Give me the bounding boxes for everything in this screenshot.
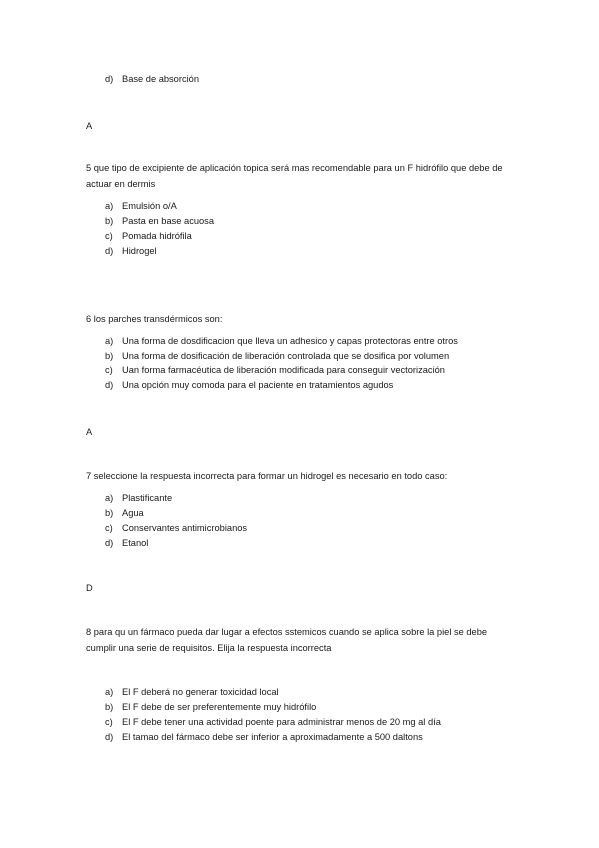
option-text: Pomada hidrófila: [122, 231, 192, 241]
q6-option-b: [105, 350, 449, 362]
option-d-previous: [105, 73, 199, 85]
option-text: Uan forma farmacéutica de liberación modificada para conseguir vectorización: [122, 365, 445, 375]
option-letter: d): [105, 246, 114, 256]
option-text: Plastificante: [122, 493, 173, 503]
q6-option-d: [105, 379, 393, 391]
question-6-text: 6 los parches transdérmicos son:: [86, 314, 223, 324]
q7-option-b: [105, 507, 144, 519]
q8-option-a: [105, 686, 279, 698]
q5-option-a: [105, 200, 177, 212]
option-text: Una forma de dosificación de liberación controlada que se dosifica por volumen: [122, 351, 450, 361]
option-letter: b): [105, 351, 114, 361]
question-7-text: 7 seleccione la respuesta incorrecta para formar un hidrogel es necesario en todo caso:: [86, 471, 448, 481]
option-text: Base de absorción: [122, 74, 200, 84]
option-letter: c): [105, 365, 113, 375]
q7-option-a: [105, 492, 172, 504]
answer-7: D: [86, 583, 93, 593]
option-text: El tamao del fármaco debe ser inferior a aproximadamente a 500 daltons: [122, 732, 423, 742]
option-letter: c): [105, 523, 113, 533]
q5-option-c: [105, 230, 192, 242]
option-text: Conservantes antimicrobianos: [122, 523, 248, 533]
option-text: Emulsión o/A: [122, 201, 177, 211]
option-text: Una forma de dosdificacion que lleva un adhesico y capas protectoras entre otros: [122, 336, 458, 346]
option-letter: c): [105, 717, 113, 727]
option-letter: d): [105, 732, 114, 742]
q8-option-b: [105, 701, 316, 713]
option-letter: a): [105, 336, 114, 346]
question-5-text: 5 que tipo de excipiente de aplicación topica será mas recomendable para un F hidrófilo que debe de actuar en dermis: [86, 163, 503, 189]
option-letter: d): [105, 538, 114, 548]
option-text: Etanol: [122, 538, 149, 548]
option-letter: a): [105, 687, 114, 697]
q7-option-c: [105, 522, 247, 534]
option-text: Hidrogel: [122, 246, 157, 256]
option-letter: b): [105, 702, 114, 712]
option-letter: a): [105, 201, 114, 211]
option-text: El F debe tener una actividad poente para administrar menos de 20 mg al día: [122, 717, 441, 727]
q7-option-d: [105, 537, 148, 549]
option-text: Una opción muy comoda para el paciente en tratamientos agudos: [122, 380, 394, 390]
option-text: El F debe de ser preferentemente muy hidrófilo: [122, 702, 317, 712]
option-letter: d): [105, 74, 114, 84]
answer-4: A: [86, 121, 93, 131]
option-letter: a): [105, 493, 114, 503]
question-8-text: 8 para qu un fármaco pueda dar lugar a efectos sstemicos cuando se aplica sobre la piel se debe cumplir una serie de requisitos. Elija la respuesta incorrecta: [86, 627, 488, 653]
q5-option-d: [105, 245, 157, 257]
answer-6: A: [86, 427, 93, 437]
option-letter: c): [105, 231, 113, 241]
option-letter: d): [105, 380, 114, 390]
q8-option-d: [105, 731, 423, 743]
q6-option-a: [105, 335, 458, 347]
option-letter: b): [105, 508, 114, 518]
q8-option-c: [105, 716, 441, 728]
q6-option-c: [105, 364, 445, 376]
option-text: Pasta en base acuosa: [122, 216, 215, 226]
option-text: El F deberá no generar toxicidad local: [122, 687, 279, 697]
q5-option-b: [105, 215, 214, 227]
option-letter: b): [105, 216, 114, 226]
option-text: Agua: [122, 508, 144, 518]
